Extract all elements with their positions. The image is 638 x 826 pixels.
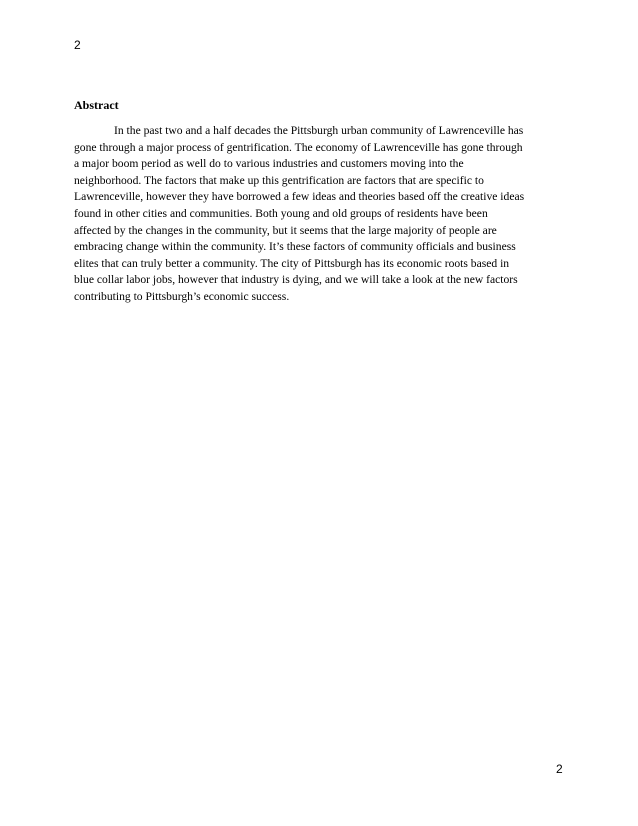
abstract-line: embracing change within the community. It’s these factors of community officials and business bbox=[74, 240, 516, 254]
abstract-line: Lawrenceville, however they have borrowed a few ideas and theories based off the creative ideas bbox=[74, 190, 525, 204]
abstract-line: affected by the changes in the community, but it seems that the large majority of people are bbox=[74, 223, 497, 237]
abstract-line: found in other cities and communities. Both young and old groups of residents have been bbox=[74, 206, 488, 220]
header-page-number: 2 bbox=[74, 38, 81, 52]
abstract-line: gone through a major process of gentrification. The economy of Lawrenceville has gone through bbox=[74, 140, 523, 154]
footer-page-number: 2 bbox=[556, 762, 563, 776]
abstract-body bbox=[74, 123, 574, 306]
abstract-line: contributing to Pittsburgh’s economic success. bbox=[74, 289, 290, 303]
abstract-line: a major boom period as well do to various industries and customers moving into the bbox=[74, 157, 464, 171]
abstract-line: neighborhood. The factors that make up this gentrification are factors that are specific to bbox=[74, 173, 484, 187]
abstract-line: blue collar labor jobs, however that industry is dying, and we will take a look at the new factors bbox=[74, 273, 518, 287]
abstract-line: In the past two and a half decades the Pittsburgh urban community of Lawrenceville has bbox=[114, 124, 524, 137]
abstract-heading: Abstract bbox=[74, 98, 119, 112]
abstract-line: elites that can truly better a community. The city of Pittsburgh has its economic roots based in bbox=[74, 256, 510, 270]
